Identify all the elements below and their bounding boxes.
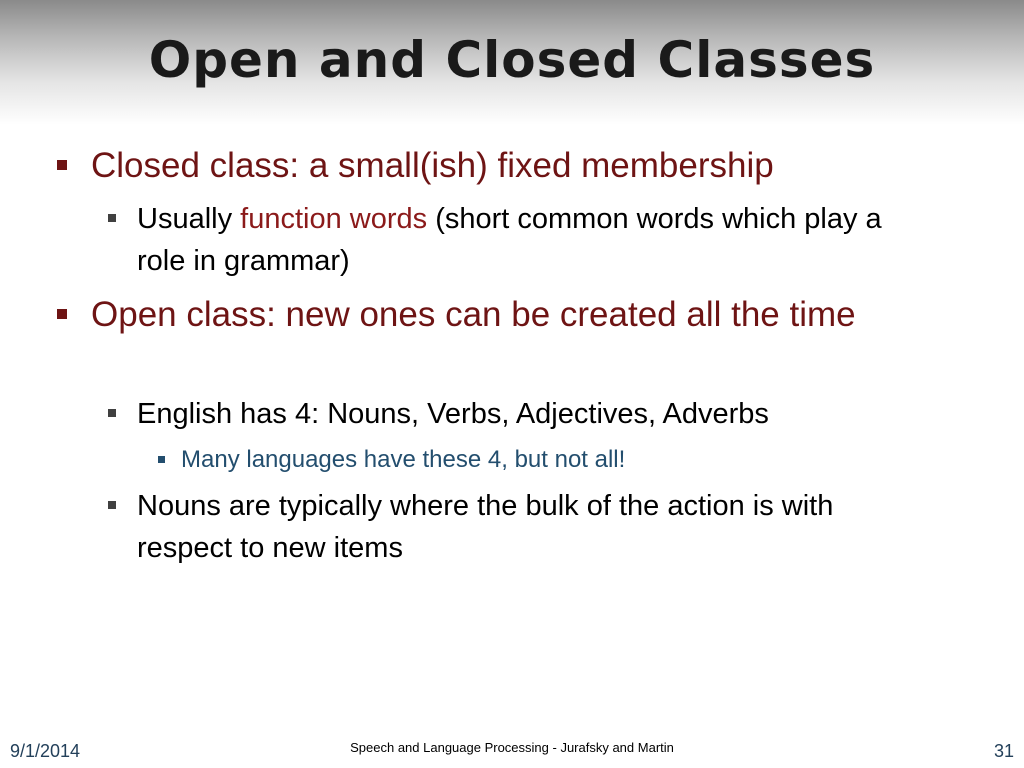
- bullet-open-class: [91, 291, 911, 338]
- bullet-english-has: [137, 393, 927, 435]
- bullet-closed-class: [91, 142, 911, 189]
- square-bullet-icon: [108, 501, 116, 509]
- footer-source: Speech and Language Processing - Jurafsky and Martin: [350, 740, 674, 755]
- function-words-highlight: function words: [240, 203, 428, 235]
- square-bullet-icon: [108, 214, 116, 222]
- square-bullet-icon: [158, 456, 165, 463]
- bullet-nouns-typically: [137, 485, 927, 569]
- square-bullet-icon: [57, 160, 67, 170]
- square-bullet-icon: [57, 309, 67, 319]
- bullet-many-languages-text: Many languages have these 4, but not all!: [181, 446, 626, 473]
- usually-prefix-text: Usually: [137, 203, 241, 235]
- footer-date: 9/1/2014: [10, 741, 81, 761]
- bullet-nouns-typically-text: Nouns are typically where the bulk of the action is with respect to new items: [137, 490, 834, 564]
- usually-suffix-text: (short common words which play a role in grammar): [137, 203, 882, 277]
- slide-title: Open and Closed Classes: [148, 31, 876, 89]
- bullet-closed-class-text: Closed class: a small(ish) fixed membership: [91, 146, 774, 185]
- bullet-open-class-text: Open class: new ones can be created all the time: [91, 295, 856, 334]
- square-bullet-icon: [108, 409, 116, 417]
- bullet-english-has-text: English has 4: Nouns, Verbs, Adjectives, Adverbs: [137, 398, 769, 430]
- bullet-many-languages: [181, 444, 941, 476]
- slide-number: 31: [993, 741, 1014, 761]
- bullet-usually-function-words: [137, 198, 927, 282]
